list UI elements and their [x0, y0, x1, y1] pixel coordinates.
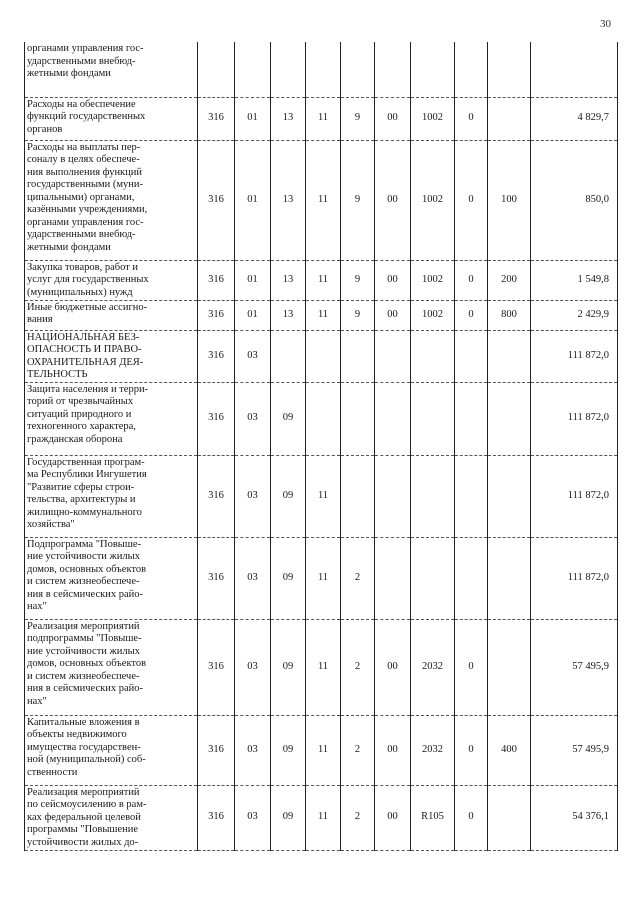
ved-code-cell: 316	[198, 537, 235, 619]
program-code-cell: 11	[306, 715, 341, 785]
row-name-cell: Реализация мероприятий по сейсмоусилению в рам- ках федеральной целевой программы "Повышение устойчивости жилых до-	[25, 785, 198, 850]
main-activity-code-cell: 00	[375, 785, 411, 850]
expense-type-cell	[488, 619, 531, 715]
section-code-cell: 03	[235, 330, 271, 382]
main-activity-code-cell	[375, 42, 411, 97]
subsection-code-cell: 09	[271, 537, 306, 619]
subsection-code-cell: 13	[271, 300, 306, 330]
direction-code-cell: 2032	[411, 715, 455, 785]
program-code-cell: 11	[306, 260, 341, 300]
section-code-cell: 01	[235, 300, 271, 330]
amount-cell: 57 495,9	[531, 619, 618, 715]
amount-cell: 111 872,0	[531, 330, 618, 382]
program-code-cell	[306, 330, 341, 382]
main-activity-code-cell: 00	[375, 140, 411, 260]
direction-code-cell: R105	[411, 785, 455, 850]
amount-cell: 54 376,1	[531, 785, 618, 850]
main-activity-code-cell	[375, 537, 411, 619]
subprogram-code-cell: 9	[341, 260, 375, 300]
expense-type-cell	[488, 537, 531, 619]
aux-code-cell	[455, 330, 488, 382]
table-row	[25, 715, 618, 785]
ved-code-cell: 316	[198, 97, 235, 140]
subsection-code-cell: 09	[271, 382, 306, 455]
direction-code-cell: 1002	[411, 97, 455, 140]
direction-code-cell	[411, 455, 455, 537]
program-code-cell: 11	[306, 455, 341, 537]
subsection-code-cell: 09	[271, 715, 306, 785]
aux-code-cell: 0	[455, 97, 488, 140]
main-activity-code-cell: 00	[375, 97, 411, 140]
expense-type-cell: 800	[488, 300, 531, 330]
main-activity-code-cell: 00	[375, 300, 411, 330]
expense-type-cell: 100	[488, 140, 531, 260]
main-activity-code-cell	[375, 455, 411, 537]
table-row	[25, 382, 618, 455]
section-code-cell: 03	[235, 785, 271, 850]
direction-code-cell: 1002	[411, 140, 455, 260]
table-row	[25, 537, 618, 619]
subprogram-code-cell: 9	[341, 97, 375, 140]
subsection-code-cell: 13	[271, 140, 306, 260]
section-code-cell	[235, 42, 271, 97]
subprogram-code-cell: 9	[341, 300, 375, 330]
direction-code-cell: 2032	[411, 619, 455, 715]
aux-code-cell: 0	[455, 300, 488, 330]
table-body	[25, 42, 618, 850]
row-name-cell: органами управления гос- ударственными внебюд- жетными фондами	[25, 42, 198, 97]
aux-code-cell	[455, 382, 488, 455]
ved-code-cell: 316	[198, 382, 235, 455]
ved-code-cell: 316	[198, 715, 235, 785]
program-code-cell	[306, 382, 341, 455]
subsection-code-cell: 09	[271, 785, 306, 850]
subsection-code-cell	[271, 42, 306, 97]
amount-cell: 111 872,0	[531, 382, 618, 455]
expense-type-cell	[488, 785, 531, 850]
program-code-cell: 11	[306, 300, 341, 330]
subprogram-code-cell: 2	[341, 537, 375, 619]
row-name-cell: Реализация мероприятий подпрограммы "Повыше- ние устойчивости жилых домов, основных объектов и систем жизнеобеспече- ния в сейсмических райо- нах"	[25, 619, 198, 715]
page-number: 30	[600, 18, 611, 30]
expense-type-cell: 400	[488, 715, 531, 785]
direction-code-cell: 1002	[411, 260, 455, 300]
aux-code-cell: 0	[455, 785, 488, 850]
main-activity-code-cell: 00	[375, 715, 411, 785]
row-name-cell: Капитальные вложения в объекты недвижимого имущества государствен- ной (муниципальной) соб- ственности	[25, 715, 198, 785]
amount-cell: 4 829,7	[531, 97, 618, 140]
section-code-cell: 01	[235, 260, 271, 300]
row-name-cell: Расходы на выплаты пер- соналу в целях обеспече- ния выполнения функций государственными (муни- ципальными) органами, казёнными учреждениями, органами управления гос- ударственными внебюд- жетными фондами	[25, 140, 198, 260]
section-code-cell: 03	[235, 715, 271, 785]
section-code-cell: 01	[235, 97, 271, 140]
table-row	[25, 785, 618, 850]
main-activity-code-cell	[375, 382, 411, 455]
ved-code-cell: 316	[198, 140, 235, 260]
expense-type-cell	[488, 382, 531, 455]
amount-cell: 1 549,8	[531, 260, 618, 300]
program-code-cell: 11	[306, 537, 341, 619]
main-activity-code-cell	[375, 330, 411, 382]
amount-cell: 111 872,0	[531, 537, 618, 619]
expense-type-cell: 200	[488, 260, 531, 300]
table-row	[25, 260, 618, 300]
section-code-cell: 03	[235, 455, 271, 537]
ved-code-cell: 316	[198, 300, 235, 330]
subprogram-code-cell: 2	[341, 619, 375, 715]
direction-code-cell	[411, 330, 455, 382]
subsection-code-cell	[271, 330, 306, 382]
subsection-code-cell: 09	[271, 455, 306, 537]
program-code-cell: 11	[306, 785, 341, 850]
amount-cell: 2 429,9	[531, 300, 618, 330]
program-code-cell: 11	[306, 140, 341, 260]
amount-cell: 57 495,9	[531, 715, 618, 785]
aux-code-cell	[455, 537, 488, 619]
expense-type-cell	[488, 42, 531, 97]
subsection-code-cell: 09	[271, 619, 306, 715]
ved-code-cell: 316	[198, 330, 235, 382]
amount-cell: 111 872,0	[531, 455, 618, 537]
subprogram-code-cell	[341, 42, 375, 97]
subprogram-code-cell	[341, 455, 375, 537]
amount-cell: 850,0	[531, 140, 618, 260]
aux-code-cell: 0	[455, 619, 488, 715]
row-name-cell: Закупка товаров, работ и услуг для государственных (муниципальных) нужд	[25, 260, 198, 300]
subprogram-code-cell: 2	[341, 715, 375, 785]
section-code-cell: 03	[235, 382, 271, 455]
table-row	[25, 330, 618, 382]
expense-type-cell	[488, 455, 531, 537]
section-code-cell: 03	[235, 537, 271, 619]
expense-type-cell	[488, 330, 531, 382]
aux-code-cell	[455, 455, 488, 537]
aux-code-cell	[455, 42, 488, 97]
row-name-cell: Подпрограмма "Повыше- ние устойчивости жилых домов, основных объектов и систем жизнеобеспече- ния в сейсмических райо- нах"	[25, 537, 198, 619]
ved-code-cell	[198, 42, 235, 97]
table-row	[25, 140, 618, 260]
aux-code-cell: 0	[455, 140, 488, 260]
direction-code-cell: 1002	[411, 300, 455, 330]
program-code-cell: 11	[306, 97, 341, 140]
table-row	[25, 619, 618, 715]
subsection-code-cell: 13	[271, 97, 306, 140]
ved-code-cell: 316	[198, 260, 235, 300]
row-name-cell: Государственная програм- ма Республики Ингушетия "Развитие сферы строи- тельства, архитектуры и жилищно-коммунального хозяйства"	[25, 455, 198, 537]
main-activity-code-cell: 00	[375, 260, 411, 300]
program-code-cell	[306, 42, 341, 97]
expense-type-cell	[488, 97, 531, 140]
ved-code-cell: 316	[198, 785, 235, 850]
subprogram-code-cell	[341, 330, 375, 382]
row-name-cell: Расходы на обеспечение функций государственных органов	[25, 97, 198, 140]
subprogram-code-cell: 9	[341, 140, 375, 260]
direction-code-cell	[411, 382, 455, 455]
aux-code-cell: 0	[455, 260, 488, 300]
section-code-cell: 01	[235, 140, 271, 260]
subprogram-code-cell: 2	[341, 785, 375, 850]
direction-code-cell	[411, 537, 455, 619]
table-row	[25, 455, 618, 537]
table-row	[25, 97, 618, 140]
program-code-cell: 11	[306, 619, 341, 715]
main-activity-code-cell: 00	[375, 619, 411, 715]
subprogram-code-cell	[341, 382, 375, 455]
row-name-cell: Иные бюджетные ассигно- вания	[25, 300, 198, 330]
budget-table	[24, 42, 618, 851]
table-row	[25, 42, 618, 97]
direction-code-cell	[411, 42, 455, 97]
amount-cell	[531, 42, 618, 97]
row-name-cell: НАЦИОНАЛЬНАЯ БЕЗ- ОПАСНОСТЬ И ПРАВО- ОХРАНИТЕЛЬНАЯ ДЕЯ- ТЕЛЬНОСТЬ	[25, 330, 198, 382]
ved-code-cell: 316	[198, 619, 235, 715]
aux-code-cell: 0	[455, 715, 488, 785]
row-name-cell: Защита населения и терри- торий от чрезвычайных ситуаций природного и техногенного характера, гражданская оборона	[25, 382, 198, 455]
section-code-cell: 03	[235, 619, 271, 715]
ved-code-cell: 316	[198, 455, 235, 537]
table-row	[25, 300, 618, 330]
subsection-code-cell: 13	[271, 260, 306, 300]
